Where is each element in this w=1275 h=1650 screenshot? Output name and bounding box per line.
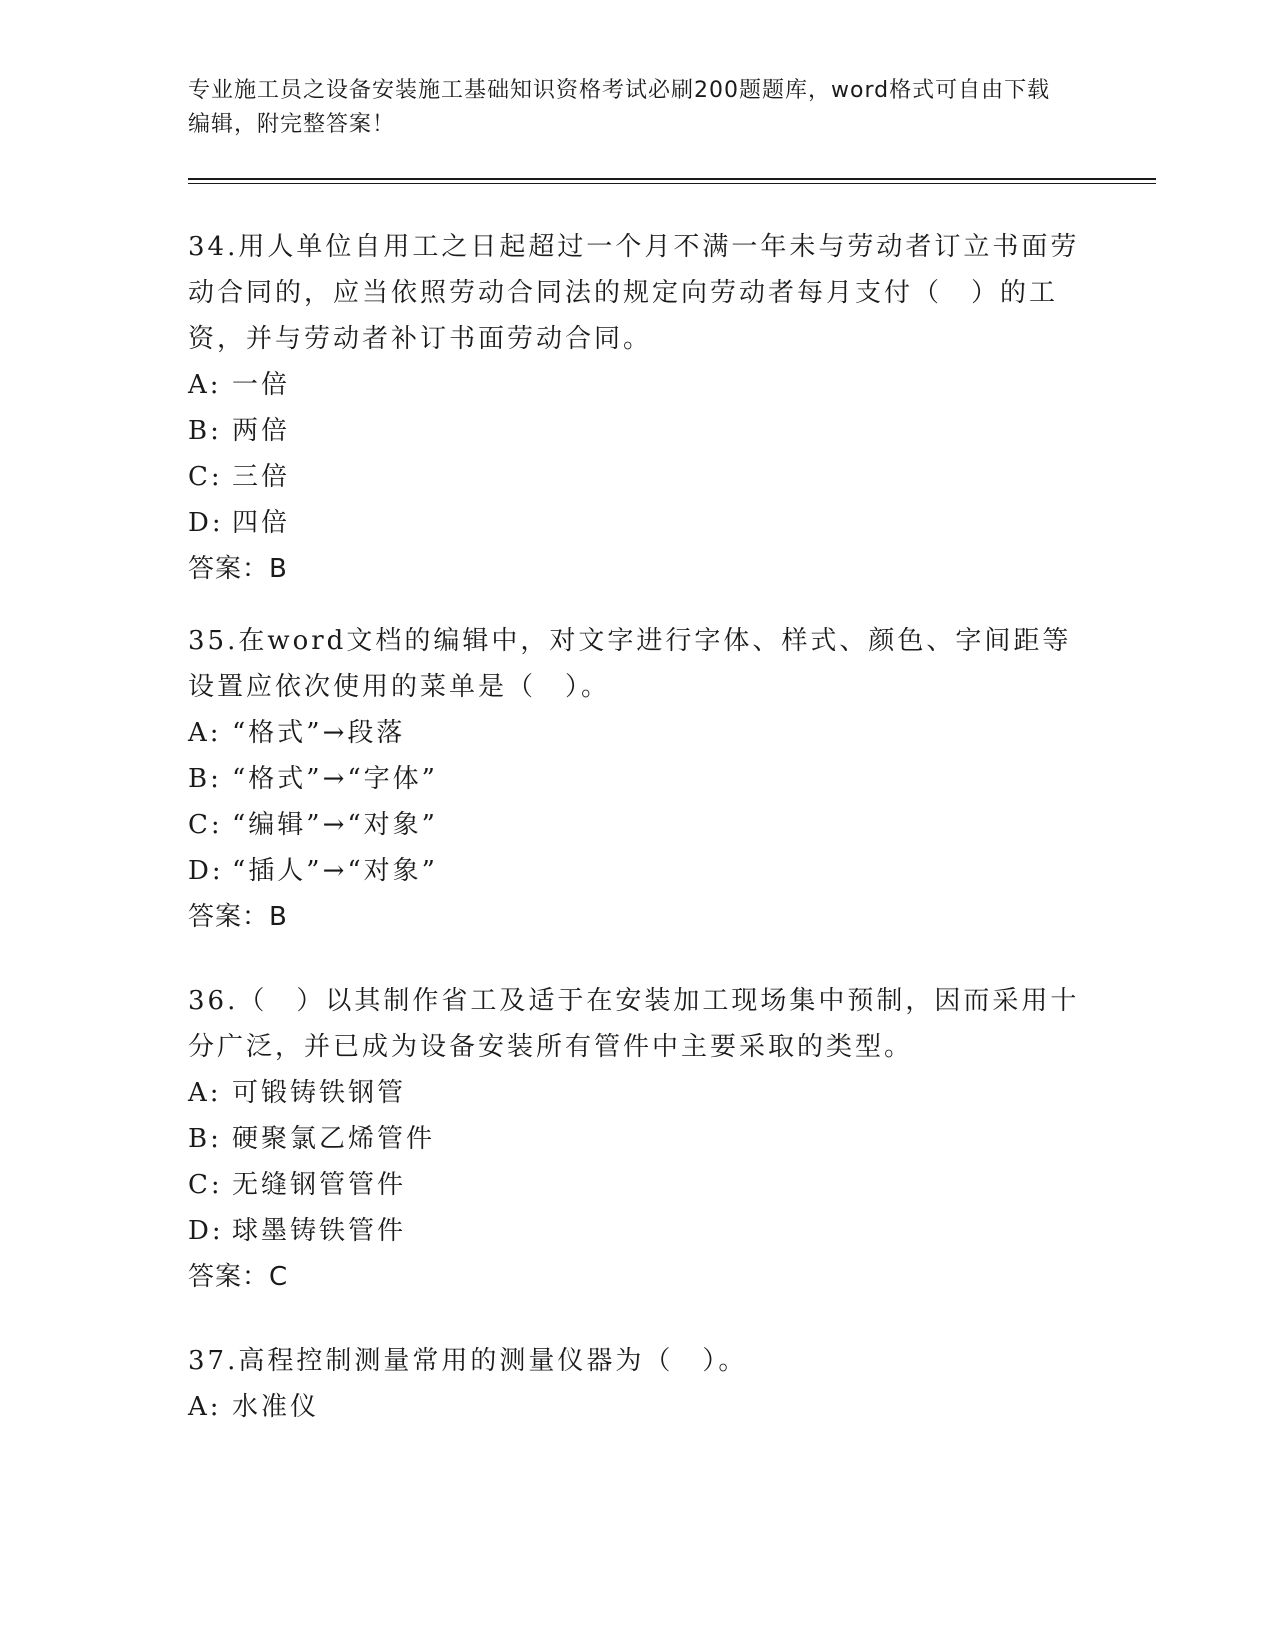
answer-text: 答案：B	[188, 902, 288, 932]
option-key: A:	[188, 1392, 222, 1422]
option-a	[188, 1070, 1088, 1116]
option-d	[188, 500, 1088, 546]
option-key: D:	[188, 856, 224, 886]
option-key: A:	[188, 718, 222, 748]
option-a	[188, 362, 1088, 408]
option-text: “插人”→“对象”	[232, 856, 438, 886]
option-key: A:	[188, 1078, 222, 1108]
header-divider-thin	[188, 183, 1156, 184]
option-key: C:	[188, 1170, 223, 1200]
header-divider-thick	[188, 178, 1156, 180]
option-text: 球墨铸铁管件	[232, 1216, 407, 1246]
option-text: 水准仪	[232, 1392, 320, 1422]
question-stem: 36.（ ）以其制作省工及适于在安装加工现场集中预制，因而采用十分广泛，并已成为设备安装所有管件中主要采取的类型。	[188, 986, 1080, 1062]
option-text: 一倍	[232, 370, 291, 400]
question-stem: 34.用人单位自用工之日起超过一个月不满一年未与劳动者订立书面劳动合同的，应当依照劳动合同法的规定向劳动者每月支付（ ）的工资，并与劳动者补订书面劳动合同。	[188, 232, 1080, 354]
option-text: 两倍	[232, 416, 291, 446]
answer-text: 答案：C	[188, 1262, 289, 1292]
option-a	[188, 1384, 1088, 1430]
question-36	[188, 978, 1088, 1300]
option-d	[188, 848, 1088, 894]
answer-text: 答案：B	[188, 554, 288, 584]
option-a	[188, 710, 1088, 756]
option-key: B:	[188, 416, 222, 446]
option-key: C:	[188, 810, 223, 840]
option-key: A:	[188, 370, 222, 400]
option-text: 四倍	[232, 508, 291, 538]
option-b	[188, 756, 1088, 802]
option-d	[188, 1208, 1088, 1254]
option-key: B:	[188, 764, 222, 794]
option-text: “格式”→“字体”	[232, 764, 438, 794]
option-text: “格式”→段落	[232, 718, 406, 748]
option-key: B:	[188, 1124, 222, 1154]
option-text: 无缝钢管管件	[232, 1170, 407, 1200]
question-stem: 35.在word文档的编辑中，对文字进行字体、样式、颜色、字间距等设置应依次使用的菜单是（ ）。	[188, 626, 1072, 702]
option-text: 硬聚氯乙烯管件	[232, 1124, 436, 1154]
question-35	[188, 618, 1088, 940]
option-key: D:	[188, 508, 224, 538]
option-text: 三倍	[232, 462, 291, 492]
question-34	[188, 224, 1088, 592]
option-c	[188, 802, 1088, 848]
option-c	[188, 454, 1088, 500]
option-b	[188, 1116, 1088, 1162]
document-header: 专业施工员之设备安装施工基础知识资格考试必刷200题题库，word格式可自由下载编辑，附完整答案！	[188, 78, 1051, 137]
option-key: D:	[188, 1216, 224, 1246]
option-b	[188, 408, 1088, 454]
option-text: “编辑”→“对象”	[232, 810, 438, 840]
question-37	[188, 1338, 1088, 1430]
option-c	[188, 1162, 1088, 1208]
option-text: 可锻铸铁钢管	[232, 1078, 407, 1108]
option-key: C:	[188, 462, 223, 492]
question-stem: 37.高程控制测量常用的测量仪器为（ ）。	[188, 1346, 748, 1376]
